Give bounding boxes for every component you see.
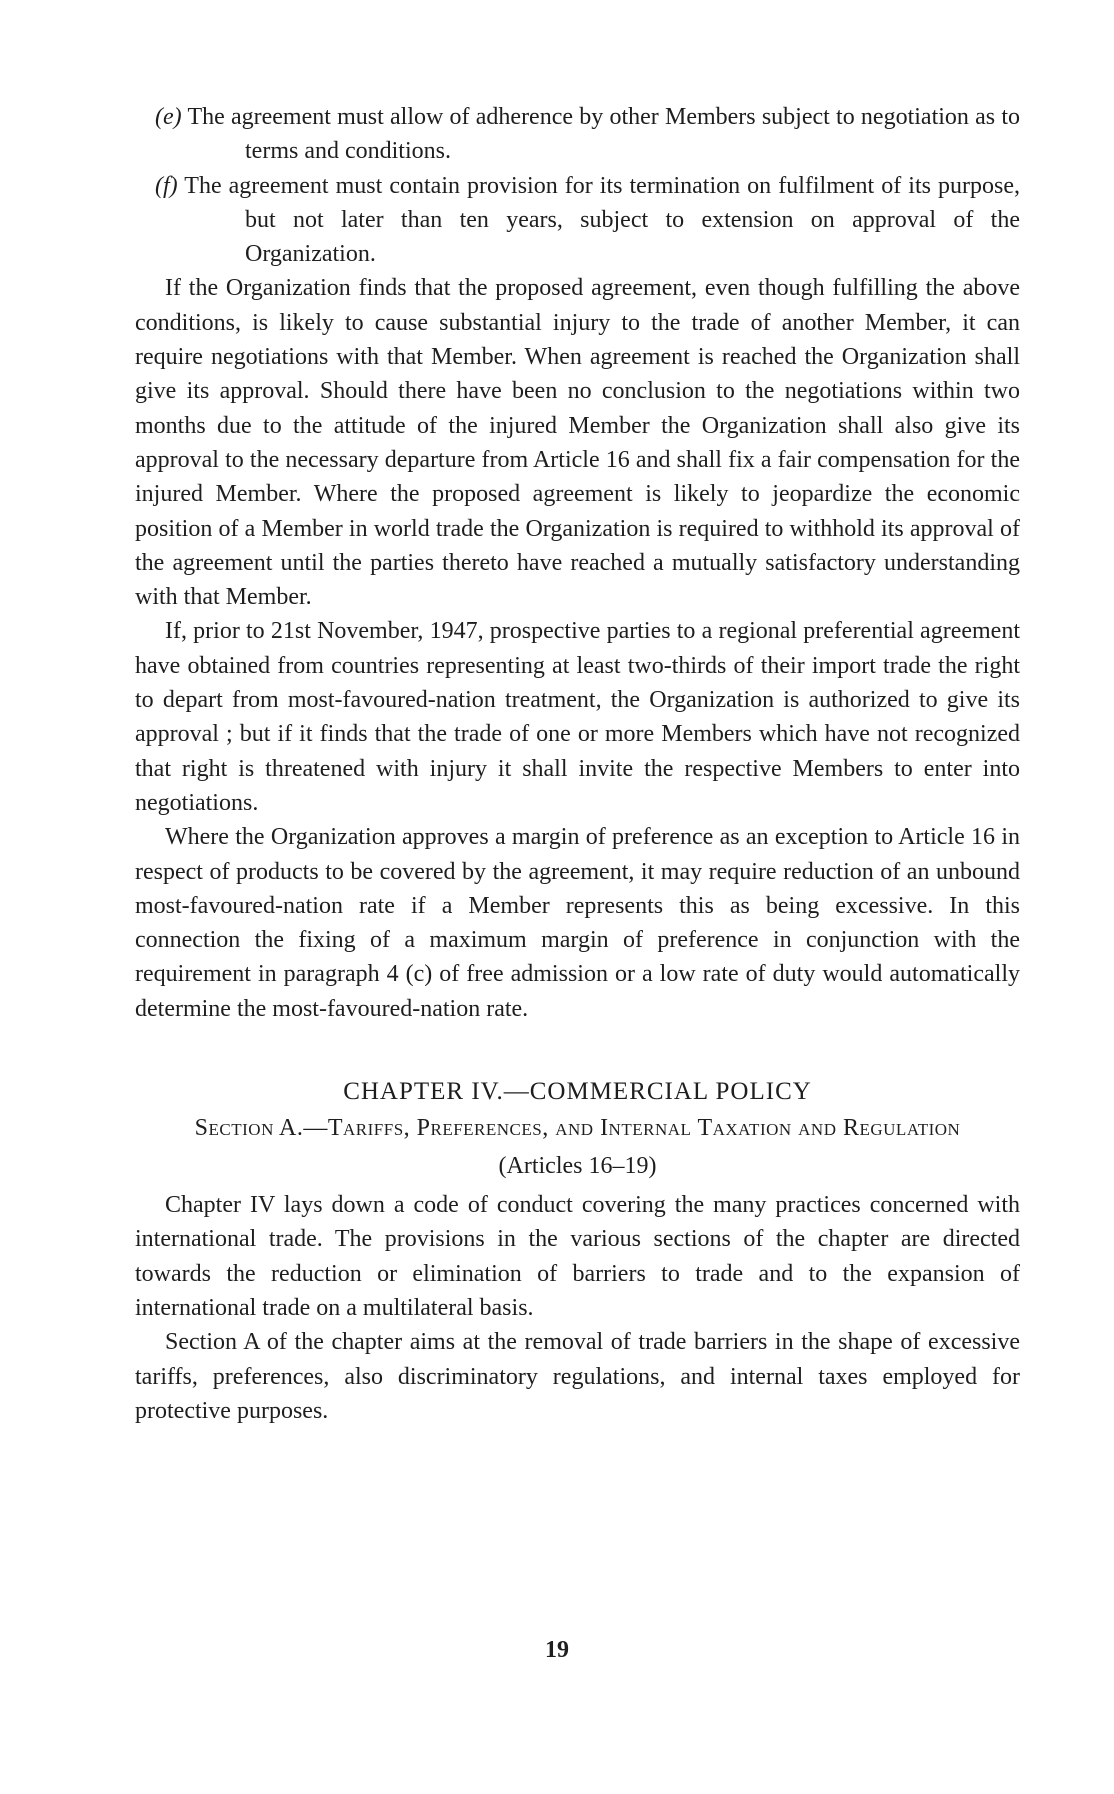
paragraph: Section A of the chapter aims at the removal of trade barriers in the shape of excessive tariffs, preferences, also discriminatory regulations, and internal taxes employed for protective purposes. — [135, 1329, 1020, 1424]
paragraph: Chapter IV lays down a code of conduct covering the many practices concerned with international trade. The provisions in the various sections of the chapter are directed towards the reduction or elimination of barriers to trade and to the expansion of international trade on a multilateral basis. — [135, 1192, 1020, 1321]
paragraph: Where the Organization approves a margin of preference as an exception to Article 16 in respect of products to be covered by the agreement, it may require reduction of an unbound most-favoured-nation rate if a Member represents this as being excessive. In this connection the fixing of a maximum margin of preference in conjunction with the requirement in paragraph 4 (c) of free admission or a low rate of duty would automatically determine the most-favoured-nation rate. — [135, 824, 1020, 1022]
list-label: (f) — [155, 172, 178, 199]
list-label: (e) — [155, 104, 182, 130]
articles-reference: (Articles 16–19) — [498, 1153, 657, 1180]
list-item-f — [135, 169, 1020, 272]
section-heading: Section A.—Tariffs, Preferences, and Internal Taxation and Regulation — [194, 1115, 961, 1142]
paragraph: If, prior to 21st November, 1947, prospective parties to a regional preferential agreement have obtained from countries representing at least two-thirds of their import trade the right to depart from most-favoured-nation treatment, the Organization is authorized to give its approval ; but if it finds that the trade of one or more Members which have not recognized that right is threatened with injury it shall invite the respective Members to enter into negotiations. — [135, 618, 1020, 816]
chapter-heading: CHAPTER IV.—COMMERCIAL POLICY — [343, 1078, 812, 1106]
list-text: The agreement must contain provision for its termination on fulfilment of its purpose, but not later than ten years, subject to extension on approval of the Organization. — [184, 172, 1020, 268]
page-body — [135, 100, 1020, 1428]
page-number: 19 — [545, 1637, 569, 1663]
list-text: The agreement must allow of adherence by other Members subject to negotiation as to terms and conditions. — [187, 104, 1021, 165]
paragraph: If the Organization finds that the proposed agreement, even though fulfilling the above conditions, is likely to cause substantial injury to the trade of another Member, it can require negotiations with that Member. When agreement is reached the Organization shall give its approval. Should there have been no conclusion to the negotiations within two months due to the attitude of the injured Member the Organization shall also give its approval to the necessary departure from Article 16 and shall fix a fair compensation for the injured Member. Where the proposed agreement is likely to jeopardize the economic position of a Member in world trade the Organization is required to withhold its approval of the agreement until the parties thereto have reached a mutually satisfactory understanding with that Member. — [135, 275, 1020, 611]
list-item-e — [135, 100, 1020, 169]
